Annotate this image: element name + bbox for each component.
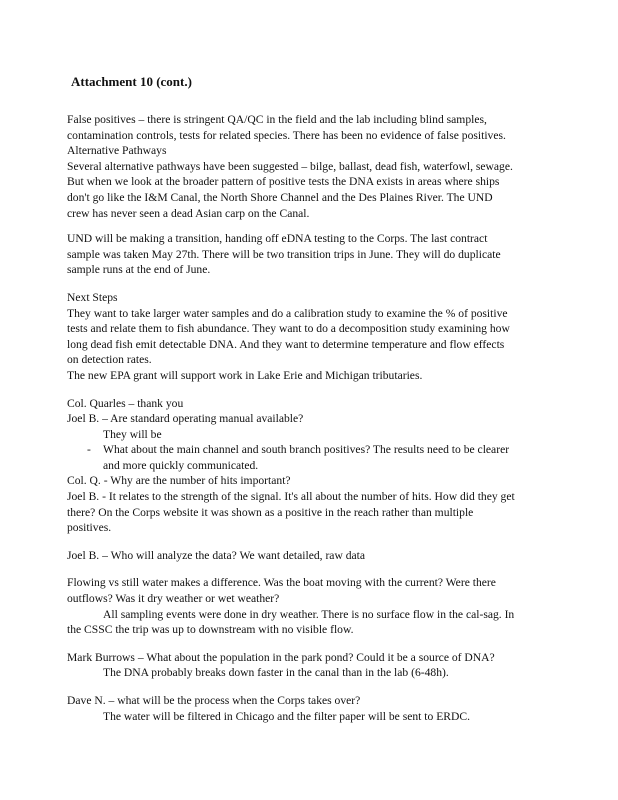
- text-line: there? On the Corps website it was shown as a positive in the reach rather than multiple: [67, 505, 474, 519]
- text-line: Mark Burrows – What about the population in the park pond? Could it be a source of DNA?: [67, 650, 495, 664]
- bullet-marker: -: [87, 443, 91, 457]
- paragraph-gap: [67, 278, 555, 290]
- text-line: The DNA probably breaks down faster in the canal than in the lab (6-48h).: [103, 666, 449, 680]
- text-line: Joel B. - It relates to the strength of the signal. It's all about the number of hits. How did they get: [67, 490, 515, 504]
- text-line: crew has never seen a dead Asian carp on the Canal.: [67, 206, 310, 220]
- section-heading: Alternative Pathways: [67, 144, 167, 158]
- bullet-item: [67, 442, 555, 458]
- text-line: They want to take larger water samples and do a calibration study to examine the % of positive: [67, 306, 508, 320]
- attachment-title: Attachment 10 (cont.): [71, 74, 192, 89]
- paragraph-gap: [67, 563, 555, 575]
- text-line: All sampling events were done in dry weather. There is no surface flow in the cal-sag. In: [103, 607, 515, 621]
- text-line: Joel B. – Who will analyze the data? We want detailed, raw data: [67, 548, 366, 562]
- text-line: Joel B. – Are standard operating manual available?: [67, 412, 304, 426]
- text-line: Col. Q. - Why are the number of hits important?: [67, 474, 291, 488]
- text-line: sample runs at the end of June.: [67, 263, 211, 277]
- text-line: Dave N. – what will be the process when the Corps takes over?: [67, 694, 361, 707]
- text-line: They will be: [103, 427, 162, 441]
- bullet-text: What about the main channel and south branch positives? The results need to be clearer: [103, 443, 510, 457]
- text-line: and more quickly communicated.: [103, 458, 259, 472]
- paragraph-gap: [67, 638, 555, 650]
- text-line: long dead fish emit detectable DNA. And they want to determine temperature and flow effects: [67, 337, 505, 351]
- text-line: Flowing vs still water makes a difference. Was the boat moving with the current? Were there: [67, 576, 496, 590]
- section-heading: Next Steps: [67, 290, 118, 304]
- paragraph-gap: [67, 536, 555, 548]
- text-line: sample was taken May 27th. There will be two transition trips in June. They will do duplicate: [67, 247, 501, 261]
- text-line: The water will be filtered in Chicago and the filter paper will be sent to ERDC.: [103, 709, 471, 723]
- text-line: Several alternative pathways have been suggested – bilge, ballast, dead fish, waterfowl, sewage.: [67, 159, 513, 173]
- paragraph-gap: [67, 221, 555, 231]
- text-line: UND will be making a transition, handing off eDNA testing to the Corps. The last contract: [67, 232, 488, 246]
- text-line: False positives – there is stringent QA/QC in the field and the lab including blind samples,: [67, 113, 487, 126]
- text-line: Col. Quarles – thank you: [67, 396, 184, 410]
- text-line: outflows? Was it dry weather or wet weather?: [67, 592, 280, 606]
- text-line: on detection rates.: [67, 353, 152, 367]
- text-line: But when we look at the broader pattern of positive tests the DNA exists in areas where ships: [67, 175, 500, 189]
- text-line: don't go like the I&M Canal, the North Shore Channel and the Des Plaines River. The UND: [67, 190, 493, 204]
- text-line: The new EPA grant will support work in Lake Erie and Michigan tributaries.: [67, 368, 423, 382]
- paragraph-gap: [67, 384, 555, 396]
- paragraph-gap: [67, 681, 555, 693]
- text-line: the CSSC the trip was up to downstream with no visible flow.: [67, 623, 354, 637]
- text-line: tests and relate them to fish abundance. They want to do a decomposition study examining how: [67, 322, 510, 336]
- document-body: [67, 112, 555, 724]
- text-line: contamination controls, tests for related species. There has been no evidence of false positives.: [67, 128, 506, 142]
- text-line: positives.: [67, 521, 112, 535]
